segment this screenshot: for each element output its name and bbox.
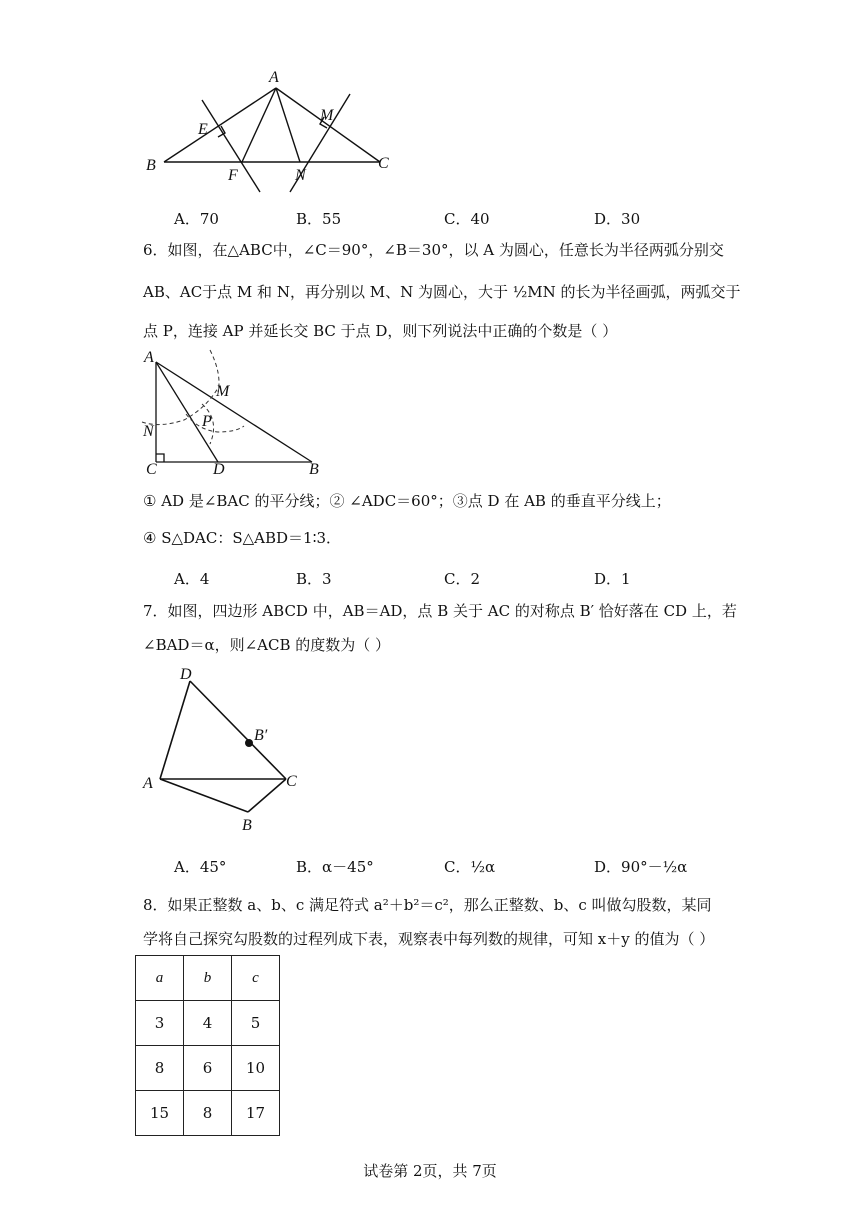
q7-option-d[interactable]: D．90°－½α [594, 858, 688, 876]
table-header-row [136, 956, 280, 1001]
q5-label-C: C [378, 155, 389, 172]
q7-option-a[interactable]: A．45° [174, 858, 227, 876]
table-cell: 10 [232, 1046, 280, 1091]
q7-label-Bprime: B′ [254, 727, 268, 744]
q5-figure [140, 64, 400, 196]
q6-text-line2: AB、AC于点 M 和 N，再分别以 M、N 为圆心，大于 ½MN 的长为半径画弧，两弧交于 [143, 283, 741, 301]
table-row [136, 1091, 280, 1136]
q6-option-c[interactable]: C．2 [444, 570, 481, 588]
q7-label-C: C [286, 773, 297, 790]
table-cell: 6 [184, 1046, 232, 1091]
table-cell: 17 [232, 1091, 280, 1136]
q7-text-line2: ∠BAD＝α，则∠ACB 的度数为（ ） [143, 636, 391, 654]
table-row [136, 1046, 280, 1091]
q7-label-D: D [180, 666, 192, 683]
q6-label-B: B [309, 461, 319, 478]
q5-label-M: M [320, 107, 334, 124]
table-cell: 8 [184, 1091, 232, 1136]
q5-label-N: N [295, 167, 306, 184]
table-cell: 5 [232, 1001, 280, 1046]
table-header-c: c [232, 956, 280, 1001]
table-row [136, 1001, 280, 1046]
q7-label-A: A [143, 775, 153, 792]
table-header-a: a [136, 956, 184, 1001]
q5-option-d[interactable]: D．30 [594, 210, 641, 228]
table-cell: 4 [184, 1001, 232, 1046]
q6-statements-line2: ④ S△DAC：S△ABD＝1∶3． [143, 529, 342, 547]
q6-label-C: C [146, 461, 157, 478]
q6-label-M: M [216, 383, 230, 400]
q6-label-N: N [143, 423, 154, 440]
q6-label-D: D [213, 461, 225, 478]
q5-option-b[interactable]: B．55 [296, 210, 342, 228]
pythagorean-table [135, 955, 280, 1136]
q7-label-B: B [242, 817, 252, 834]
q5-option-c[interactable]: C．40 [444, 210, 490, 228]
q7-text-line1: 7．如图，四边形 ABCD 中，AB＝AD，点 B 关于 AC 的对称点 B′ 恰好落在 CD 上，若 [143, 602, 737, 620]
q7-option-c[interactable]: C．½α [444, 858, 496, 876]
q8-text-line1: 8．如果正整数 a、b、c 满足符式 a²＋b²＝c²，那么正整数、b、c 叫做勾股数，某同 [143, 896, 712, 914]
page-footer: 试卷第 2页，共 7页 [363, 1162, 497, 1180]
q5-label-B: B [146, 157, 156, 174]
q7-figure [140, 664, 310, 836]
q5-label-E: E [198, 121, 208, 138]
q6-option-a[interactable]: A．4 [174, 570, 210, 588]
q5-label-A: A [269, 69, 279, 86]
q6-label-A: A [144, 349, 154, 366]
q7-option-b[interactable]: B．α－45° [296, 858, 374, 876]
q6-statements-line1: ① AD 是∠BAC 的平分线；② ∠ADC＝60°；③点 D 在 AB 的垂直平分线上； [143, 492, 671, 510]
q6-text-line3: 点 P，连接 AP 并延长交 BC 于点 D，则下列说法中正确的个数是（ ） [143, 322, 618, 340]
q7-point-bprime [245, 739, 253, 747]
table-cell: 3 [136, 1001, 184, 1046]
q5-label-F: F [228, 167, 238, 184]
table-cell: 8 [136, 1046, 184, 1091]
q6-option-b[interactable]: B．3 [296, 570, 332, 588]
q5-option-a[interactable]: A．70 [174, 210, 219, 228]
q6-label-P: P [202, 413, 212, 430]
table-cell: 15 [136, 1091, 184, 1136]
q6-figure [140, 348, 340, 478]
q6-option-d[interactable]: D．1 [594, 570, 631, 588]
q8-text-line2: 学将自己探究勾股数的过程列成下表，观察表中每列数的规律，可知 x＋y 的值为（ ） [143, 930, 715, 948]
q6-text-line1: 6．如图，在△ABC中，∠C＝90°，∠B＝30°，以 A 为圆心，任意长为半径两弧分别交 [143, 241, 724, 259]
table-header-b: b [184, 956, 232, 1001]
